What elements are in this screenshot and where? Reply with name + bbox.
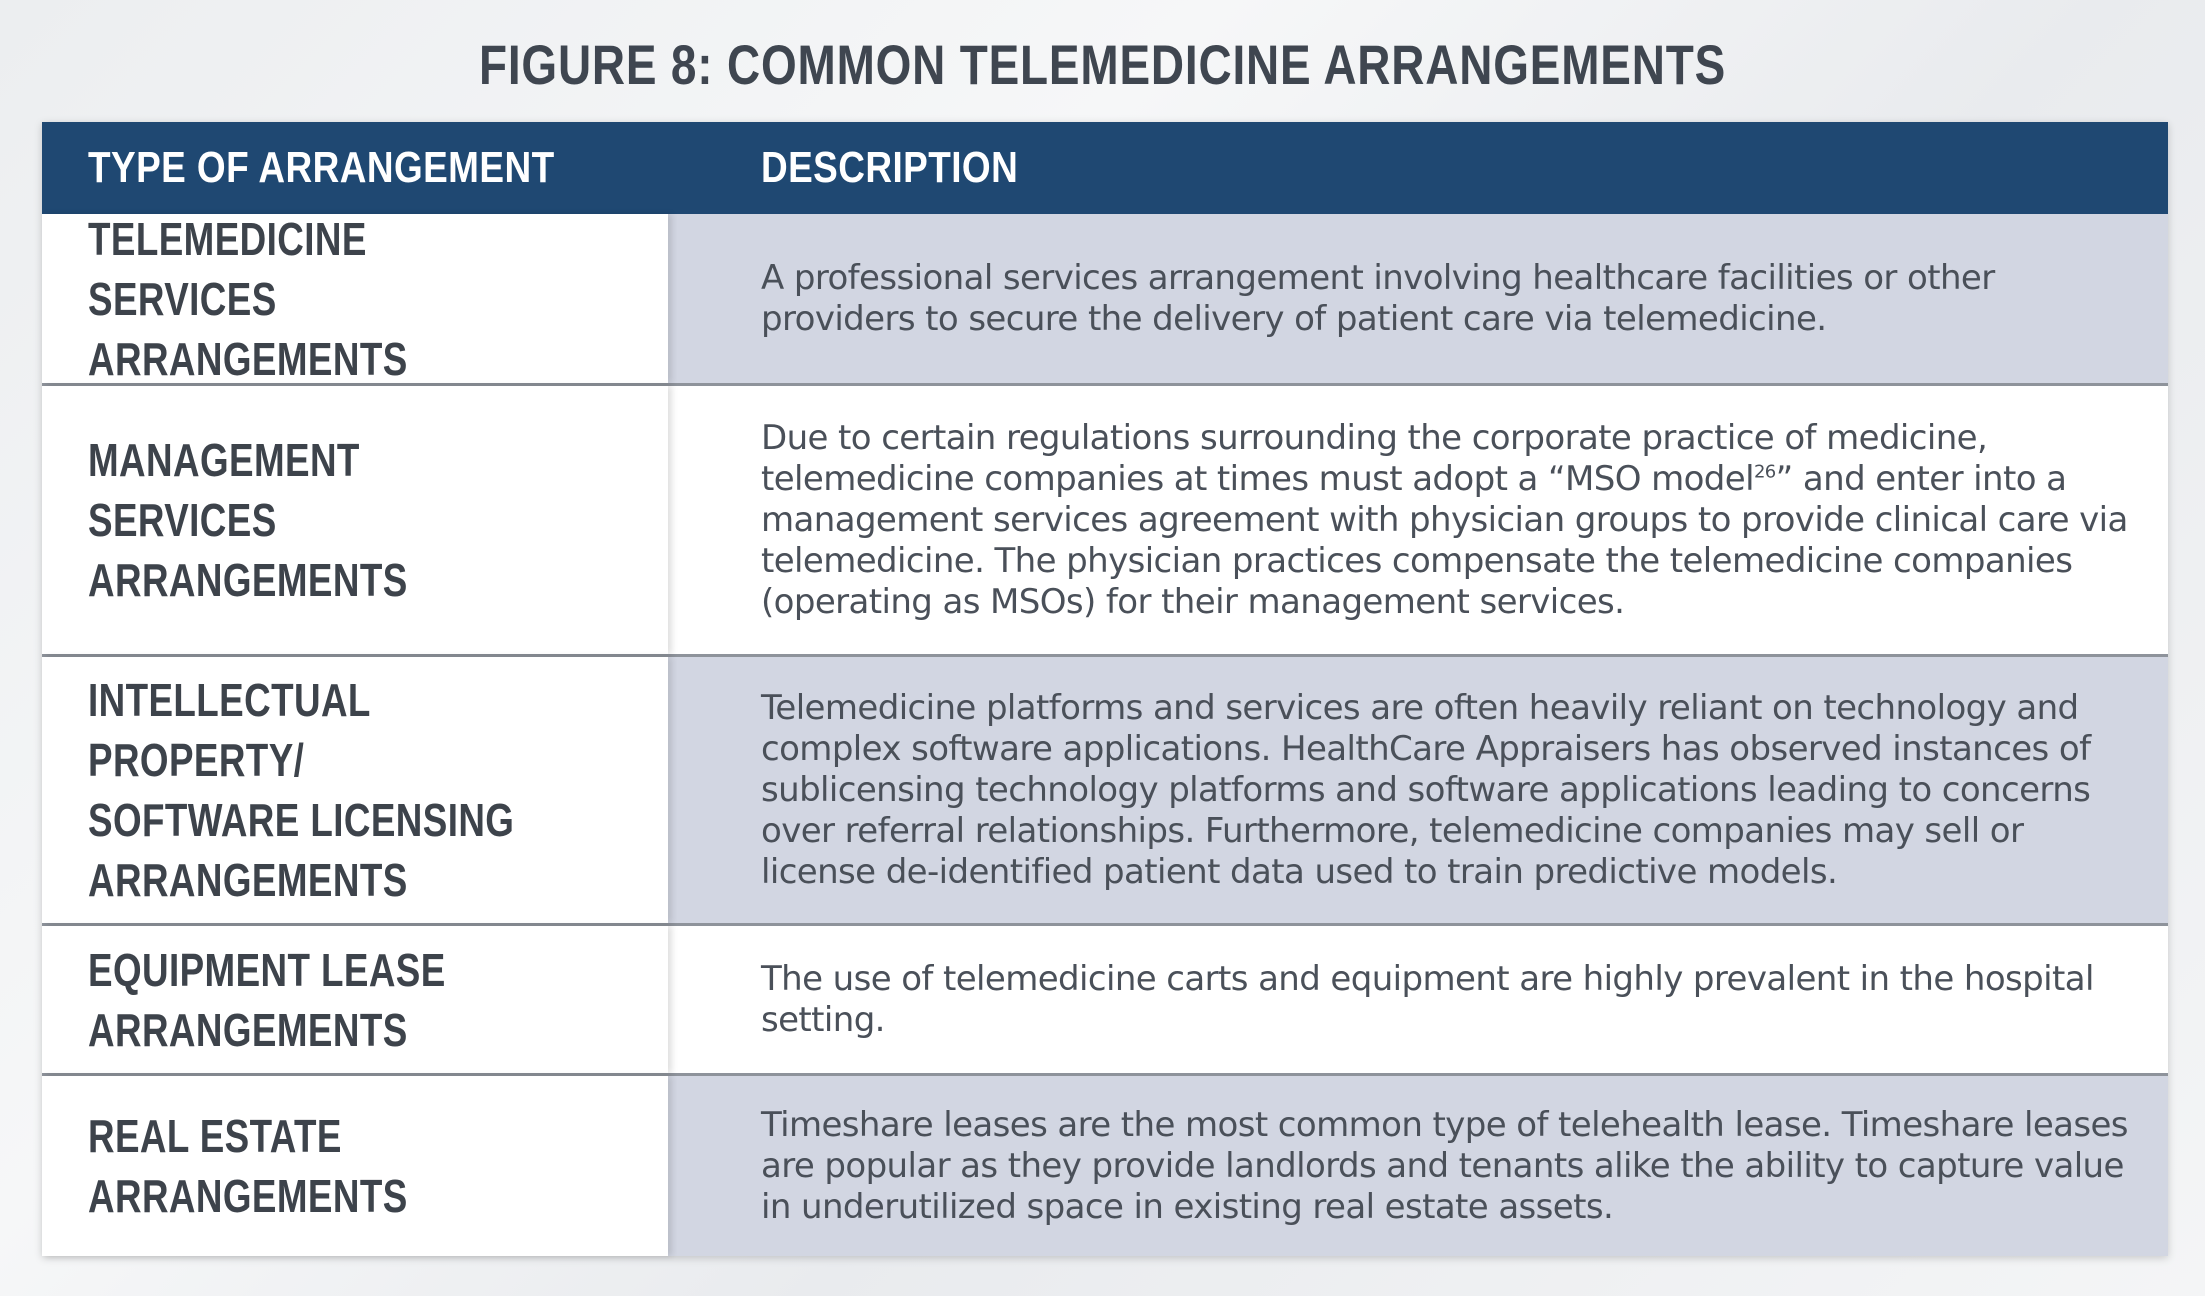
row-type-label: INTELLECTUAL PROPERTY/ SOFTWARE LICENSING ARRANGEMENTS: [88, 674, 515, 906]
row-type-label: MANAGEMENT SERVICES ARRANGEMENTS: [88, 434, 408, 606]
arrangements-table: [42, 122, 2168, 1256]
row-description-cell: [668, 926, 2168, 1073]
table-header-row: [42, 122, 2168, 214]
row-type-cell: [42, 926, 668, 1073]
row-description-part-2: ” and enter into a management services agreement with physician groups to provide clinical care via telemedicine. The physician practices compensate the telemedicine companies (operating as MSOs) for their management services.: [761, 458, 2128, 622]
row-description: The use of telemedicine carts and equipment are highly prevalent in the hospital setting.: [761, 958, 2094, 1040]
table-row-equipment-lease: [42, 926, 2168, 1076]
column-header-type: TYPE OF ARRANGEMENT: [88, 143, 555, 192]
row-type-cell: [42, 1076, 668, 1256]
row-type-label: EQUIPMENT LEASE ARRANGEMENTS: [88, 943, 446, 1056]
row-type-cell: [42, 214, 668, 383]
row-type-label: REAL ESTATE ARRANGEMENTS: [88, 1110, 408, 1222]
row-description: [761, 418, 2138, 623]
row-type-cell: [42, 386, 668, 654]
figure-title: FIGURE 8: COMMON TELEMEDICINE ARRANGEMENTS: [478, 33, 1727, 96]
row-description: Telemedicine platforms and services are often heavily reliant on technology and complex software applications. HealthCare Appraisers has observed instances of sublicensing technology platforms and software applications leading to concerns over referral relationships. Furthermore, telemedicine companies may sell or license de-identified patient data used to train predictive models.: [761, 687, 2091, 892]
table-row-intellectual-property: [42, 657, 2168, 926]
row-description-cell: [668, 1076, 2168, 1256]
table-row-telemedicine-services: [42, 214, 2168, 386]
row-type-cell: [42, 657, 668, 923]
row-description-part-1: Due to certain regulations surrounding the corporate practice of medicine, telemedicine companies at times must adopt a “MSO model: [761, 417, 1988, 499]
table-row-management-services: [42, 386, 2168, 657]
row-description-cell: [668, 386, 2168, 654]
row-description-cell: [668, 214, 2168, 383]
column-header-description: DESCRIPTION: [761, 143, 1019, 192]
row-description: A professional services arrangement involving healthcare facilities or other providers to secure the delivery of patient care via telemedicine.: [761, 257, 1995, 339]
table-row-real-estate: [42, 1076, 2168, 1256]
footnote-marker: 26: [1753, 461, 1776, 483]
row-description: Timeshare leases are the most common type of telehealth lease. Timeshare leases are popular as they provide landlords and tenants alike the ability to capture value in underutilized space in existing real estate assets.: [761, 1104, 2128, 1227]
row-type-label: TELEMEDICINE SERVICES ARRANGEMENTS: [88, 212, 408, 385]
row-description-cell: [668, 657, 2168, 923]
